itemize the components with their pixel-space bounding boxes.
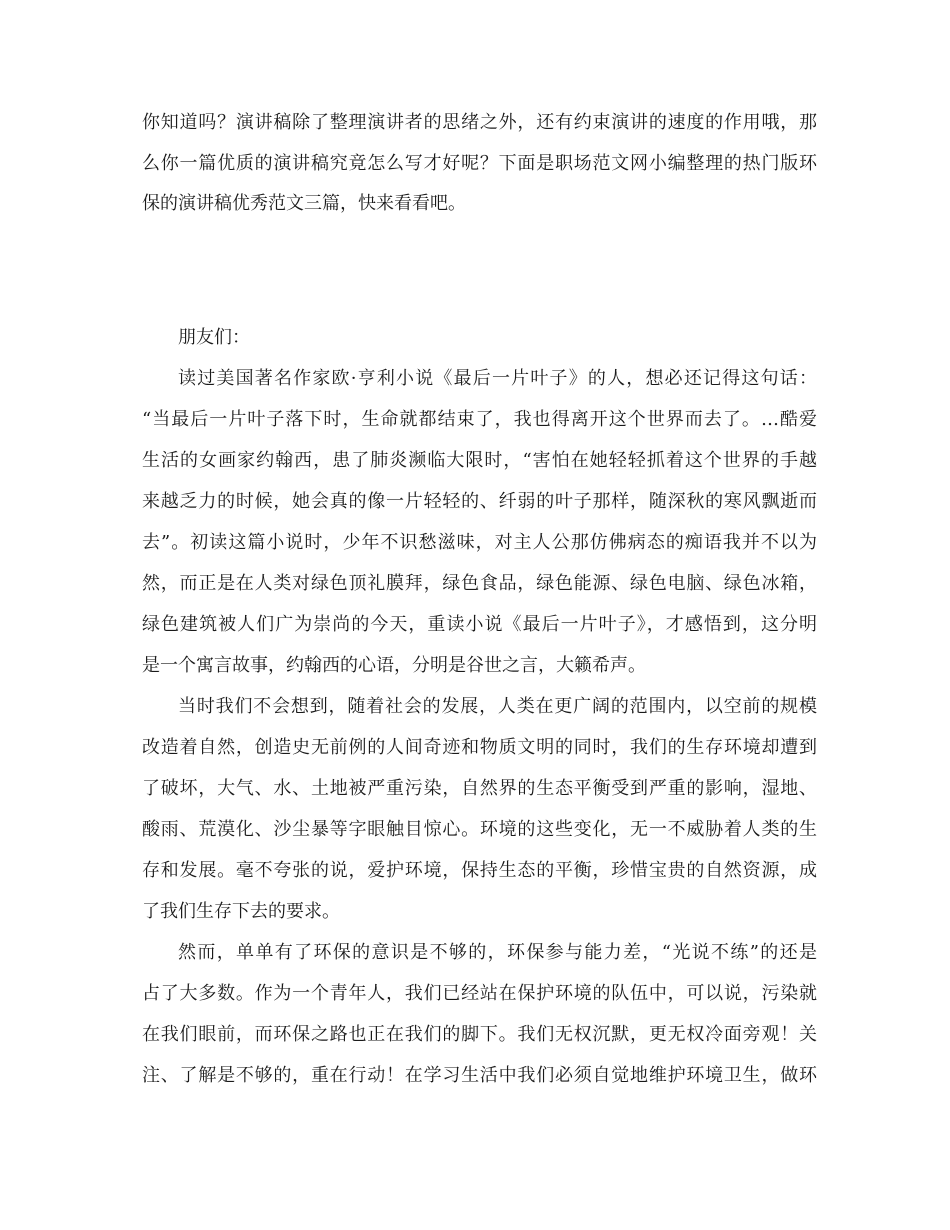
paragraph-line: 当时我们不会想到，随着社会的发展，人类在更广阔的范围内，以空前的规模 xyxy=(178,696,817,717)
intro-line: 你知道吗？演讲稿除了整理演讲者的思绪之外，还有约束演讲的速度的作用哦，那 xyxy=(142,112,817,133)
paragraph-line: “当最后一片叶子落下时，生命就都结束了，我也得离开这个世界而去了。…酷爱 xyxy=(142,409,817,430)
paragraph-line: 然而，单单有了环保的意识是不够的，环保参与能力差，“光说不练”的还是 xyxy=(178,942,817,963)
paragraph-line: 来越乏力的时候，她会真的像一片轻轻的、纤弱的叶子那样，随深秋的寒风飘逝而 xyxy=(142,491,817,512)
intro-line: 么你一篇优质的演讲稿究竟怎么写才好呢？下面是职场范文网小编整理的热门版环 xyxy=(142,153,817,174)
paragraph-line: 酸雨、荒漠化、沙尘暴等字眼触目惊心。环境的这些变化，无一不威胁着人类的生 xyxy=(142,819,817,840)
paragraph-line: 改造着自然，创造史无前例的人间奇迹和物质文明的同时，我们的生存环境却遭到 xyxy=(142,737,817,758)
paragraph-line: 在我们眼前，而环保之路也正在我们的脚下。我们无权沉默，更无权冷面旁观！关 xyxy=(142,1024,817,1045)
paragraph-line: 占了大多数。作为一个青年人，我们已经站在保护环境的队伍中，可以说，污染就 xyxy=(142,983,817,1004)
intro-line: 保的演讲稿优秀范文三篇，快来看看吧。 xyxy=(142,193,466,214)
paragraph-line: 注、了解是不够的，重在行动！在学习生活中我们必须自觉地维护环境卫生，做环 xyxy=(142,1065,817,1086)
paragraph-line: 是一个寓言故事，约翰西的心语，分明是谷世之言，大籁希声。 xyxy=(142,655,646,676)
paragraph-line: 存和发展。毫不夸张的说，爱护环境，保持生态的平衡，珍惜宝贵的自然资源，成 xyxy=(142,860,817,881)
paragraph-line: 读过美国著名作家欧·亨利小说《最后一片叶子》的人，想必还记得这句话： xyxy=(178,368,817,389)
paragraph-line: 去”。初读这篇小说时，少年不识愁滋味，对主人公那仿佛病态的痴语我并不以为 xyxy=(142,532,817,553)
salutation: 朋友们： xyxy=(178,327,250,348)
paragraph-line: 然，而正是在人类对绿色顶礼膜拜，绿色食品，绿色能源、绿色电脑、绿色冰箱， xyxy=(142,573,817,594)
paragraph-line: 了我们生存下去的要求。 xyxy=(142,901,340,922)
paragraph-line: 绿色建筑被人们广为崇尚的今天，重读小说《最后一片叶子》，才感悟到，这分明 xyxy=(142,614,817,635)
paragraph-line: 生活的女画家约翰西，患了肺炎濒临大限时，“害怕在她轻轻抓着这个世界的手越 xyxy=(142,450,817,471)
paragraph-line: 了破坏，大气、水、土地被严重污染，自然界的生态平衡受到严重的影响，湿地、 xyxy=(142,778,817,799)
